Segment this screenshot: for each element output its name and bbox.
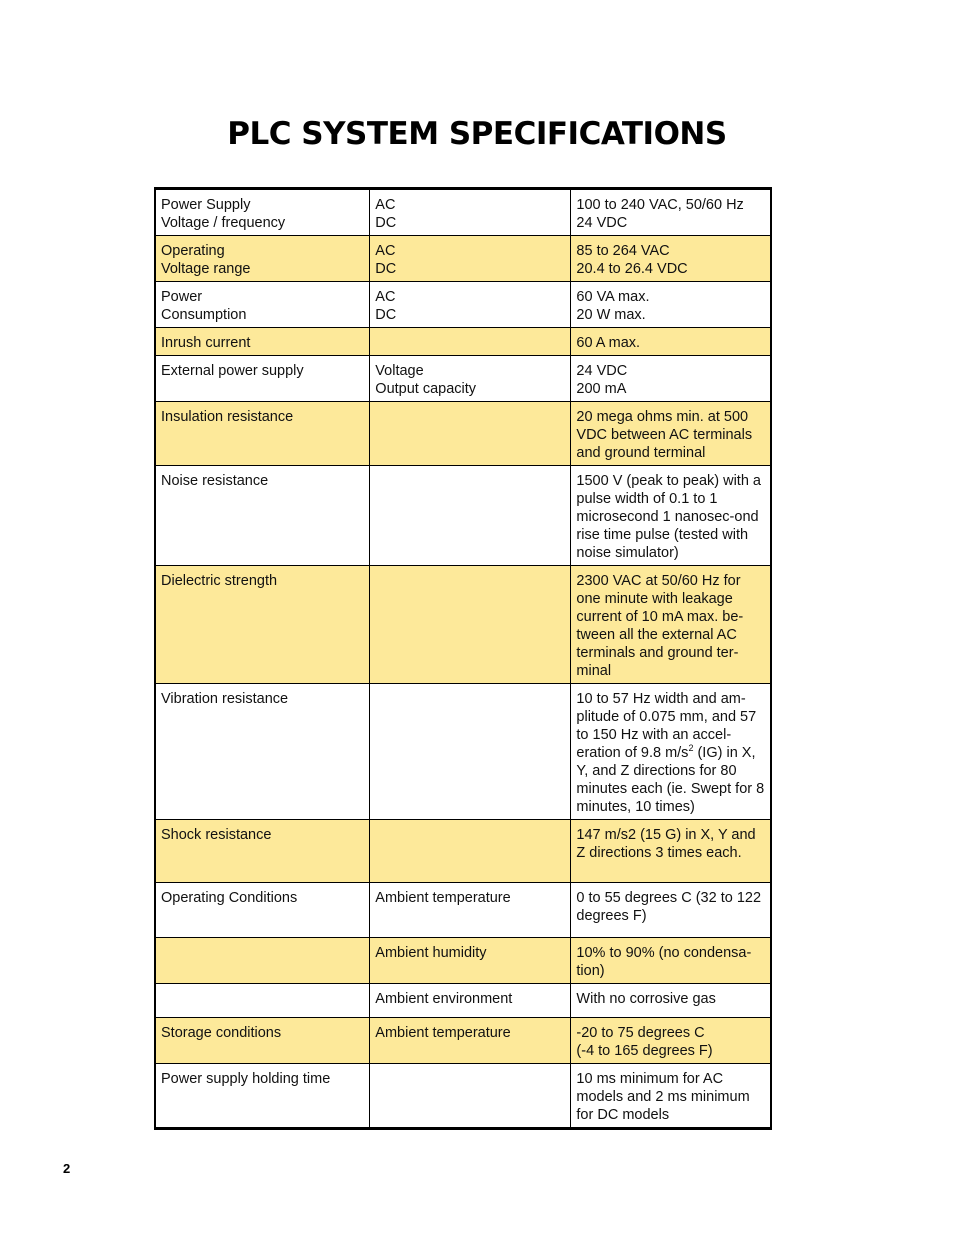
- row-sub-label: Voltage Output capacity: [370, 356, 571, 402]
- table-row-power-supply: [155, 189, 771, 236]
- row-value: 0 to 55 degrees C (32 to 122 degrees F): [571, 883, 771, 938]
- table-row-noise-resistance: [155, 466, 771, 566]
- row-sub-label: [370, 1064, 571, 1129]
- row-value: 20 mega ohms min. at 500 VDC between AC terminals and ground terminal: [571, 402, 771, 466]
- row-label: Operating Conditions: [155, 883, 370, 938]
- row-label: [155, 984, 370, 1018]
- row-value: 1500 V (peak to peak) with a pulse width of 0.1 to 1 microsecond 1 nanosec-ond rise time pulse (tested with noise simulator): [571, 466, 771, 566]
- row-value: -20 to 75 degrees C (-4 to 165 degrees F): [571, 1018, 771, 1064]
- row-sub-label: [370, 684, 571, 820]
- row-value: 2300 VAC at 50/60 Hz for one minute with leakage current of 10 mA max. be-tween all the external AC terminals and ground ter-minal: [571, 566, 771, 684]
- table-row-operating-voltage: [155, 236, 771, 282]
- row-label: Inrush current: [155, 328, 370, 356]
- row-sub-label: Ambient temperature: [370, 1018, 571, 1064]
- row-label: Insulation resistance: [155, 402, 370, 466]
- table-row-insulation-resistance: [155, 402, 771, 466]
- row-sub-label: [370, 466, 571, 566]
- row-value: 100 to 240 VAC, 50/60 Hz 24 VDC: [571, 189, 771, 236]
- value-text: 10 to 57 Hz width and am-plitude of 0.075 mm, and 57 to 150 Hz with an accel-eration of 9.8 m/s: [576, 691, 757, 761]
- row-label: Shock resistance: [155, 820, 370, 883]
- row-sub-label: Ambient environment: [370, 984, 571, 1018]
- table-row-shock-resistance: [155, 820, 771, 883]
- row-label: Vibration resistance: [155, 684, 370, 820]
- row-label: Noise resistance: [155, 466, 370, 566]
- row-value: 147 m/s2 (15 G) in X, Y and Z directions 3 times each.: [571, 820, 771, 883]
- row-value: 10% to 90% (no condensa-tion): [571, 938, 771, 984]
- row-label: External power supply: [155, 356, 370, 402]
- table-row-inrush-current: [155, 328, 771, 356]
- row-sub-label: [370, 402, 571, 466]
- table-row-dielectric-strength: [155, 566, 771, 684]
- row-sub-label: [370, 820, 571, 883]
- row-label: Dielectric strength: [155, 566, 370, 684]
- page-number: 2: [63, 1161, 71, 1176]
- table-row-power-consumption: [155, 282, 771, 328]
- table-row-vibration-resistance: [155, 684, 771, 820]
- row-value: 24 VDC 200 mA: [571, 356, 771, 402]
- row-sub-label: AC DC: [370, 282, 571, 328]
- row-sub-label: [370, 566, 571, 684]
- row-value: 85 to 264 VAC 20.4 to 26.4 VDC: [571, 236, 771, 282]
- row-label: Storage conditions: [155, 1018, 370, 1064]
- table-row-storage-conditions: [155, 1018, 771, 1064]
- table-row-ambient-environment: [155, 984, 771, 1018]
- row-sub-label: Ambient temperature: [370, 883, 571, 938]
- row-sub-label: AC DC: [370, 189, 571, 236]
- row-label: [155, 938, 370, 984]
- value-text: (IG) in X, Y, and Z directions for 80 minutes each (ie. Swept for 8 minutes, 10 times): [576, 745, 765, 815]
- table-row-operating-conditions: [155, 883, 771, 938]
- table-row-external-power-supply: [155, 356, 771, 402]
- row-label: Power supply holding time: [155, 1064, 370, 1129]
- row-label: Power Consumption: [155, 282, 370, 328]
- superscript: 2: [688, 743, 694, 754]
- row-sub-label: AC DC: [370, 236, 571, 282]
- row-value: 60 VA max. 20 W max.: [571, 282, 771, 328]
- row-sub-label: Ambient humidity: [370, 938, 571, 984]
- table-row-ambient-humidity: [155, 938, 771, 984]
- row-sub-label: [370, 328, 571, 356]
- table-row-power-supply-holding-time: [155, 1064, 771, 1129]
- row-value: 10 ms minimum for AC models and 2 ms minimum for DC models: [571, 1064, 771, 1129]
- page-title: PLC SYSTEM SPECIFICATIONS: [227, 116, 727, 152]
- specifications-table: [154, 187, 772, 1130]
- row-label: Power Supply Voltage / frequency: [155, 189, 370, 236]
- row-value: 60 A max.: [571, 328, 771, 356]
- row-value: [571, 684, 771, 820]
- row-value: With no corrosive gas: [571, 984, 771, 1018]
- row-label: Operating Voltage range: [155, 236, 370, 282]
